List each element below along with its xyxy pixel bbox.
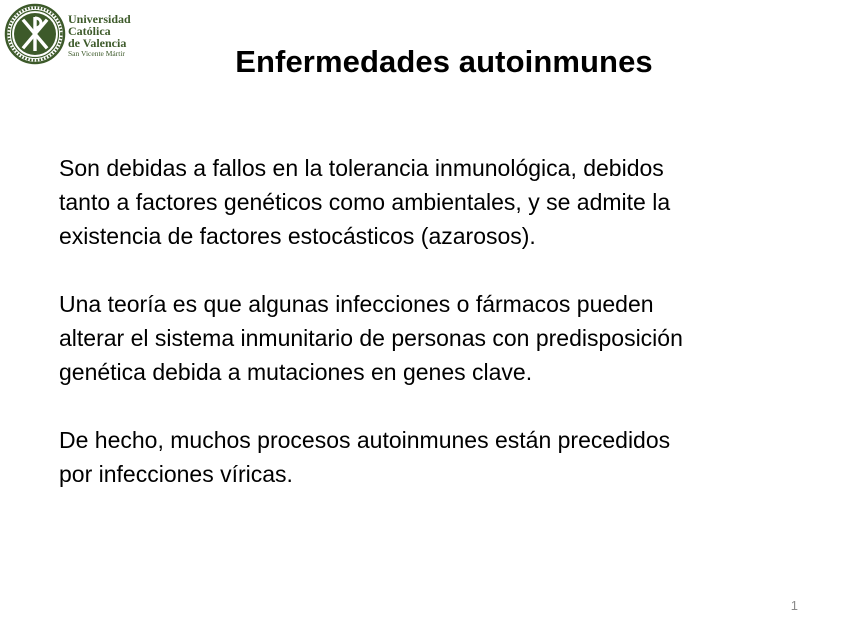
slide-title: Enfermedades autoinmunes [235,44,653,79]
logo-line-1: Universidad [68,12,131,26]
page-number: 1 [790,598,798,613]
paragraph-2: Una teoría es que algunas infecciones o fármacos pueden alterar el sistema inmunitario de personas con predisposición genética debida a mutaciones en genes clave. [59,291,683,385]
slide-body [59,151,819,525]
logo-line-4: San Vicente Mártir [68,49,125,58]
paragraph-1: Son debidas a fallos en la tolerancia inmunológica, debidos tanto a factores genéticos como ambientales, y se admite la existencia de factores estocásticos (azarosos). [59,155,671,249]
logo-line-3: de Valencia [68,36,127,50]
logo-line-2: Católica [68,24,111,38]
paragraph-3: De hecho, muchos procesos autoinmunes están precedidos por infecciones víricas. [59,427,671,487]
